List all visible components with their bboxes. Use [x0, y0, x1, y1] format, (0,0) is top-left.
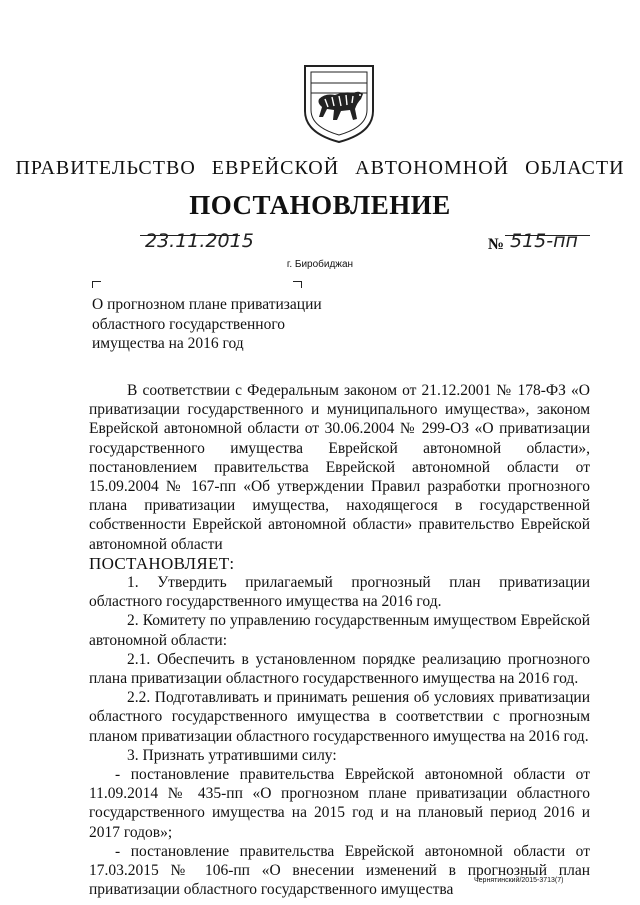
document-date: 23.11.2015 — [145, 230, 254, 252]
date-underline — [140, 235, 240, 236]
subject-line: областного государственного — [92, 315, 286, 333]
number-underline — [505, 235, 590, 236]
subject-line: имущества на 2016 год — [92, 335, 244, 352]
document-body — [89, 381, 590, 899]
clause-2-2: 2.2. Подготавливать и принимать решения об условиях приватизации областного государственного имущества в соответствии с прогнозным планом приватизации областного государственного имущества на 2016 год. — [89, 689, 590, 745]
repealed-item: - постановление правительства Еврейской автономной области от 17.03.2015 № 106-пп «О внесении изменений в прогнозный план приватизации областного государственного имущества — [89, 842, 590, 899]
government-title: ПРАВИТЕЛЬСТВО ЕВРЕЙСКОЙ АВТОНОМНОЙ ОБЛАСТИ — [15, 157, 625, 179]
preamble: В соответствии с Федеральным законом от 21.12.2001 № 178-ФЗ «О приватизации государственного и муниципального имущества», законом Еврейской автономной области от 30.06.2004 № 299-ОЗ «О приватизации государственного имущества Еврейской автономной области», постановлением правительства Еврейской автономной области от 15.09.2004 № 167-пп «Об утверждении Правил разработки прогнозного плана приватизации имущества, находящегося в государственной собственности Еврейской автономной области» правительство Еврейской автономной области — [89, 382, 590, 553]
document-number: 515-пп — [510, 230, 578, 252]
repealed-item: - постановление правительства Еврейской автономной области от 11.09.2014 № 435-пп «О прогнозном плане приватизации областного государственного имущества на 2015 год и на плановый период 2016 и 2017 годов»; — [89, 766, 590, 841]
document-type: ПОСТАНОВЛЕНИЕ — [189, 190, 451, 220]
subject-block — [92, 295, 322, 354]
subject-corner-right — [293, 281, 302, 288]
subject-corner-left — [92, 281, 101, 288]
decree-word: ПОСТАНОВЛЯЕТ: — [89, 553, 235, 573]
city: г. Биробиджан — [286, 259, 354, 270]
number-label: № — [488, 236, 505, 253]
coat-of-arms-tiger-icon — [301, 63, 377, 145]
clause-1: 1. Утвердить прилагаемый прогнозный план приватизации областного государственного имущества на 2016 год. — [89, 574, 590, 611]
clause-2: 2. Комитету по управлению государственным имуществом Еврейской автономной области: — [89, 612, 590, 649]
clause-3: 3. Признать утратившими силу: — [127, 746, 337, 764]
subject-line: О прогнозном плане приватизации — [92, 296, 322, 313]
clause-2-1: 2.1. Обеспечить в установленном порядке реализацию прогнозного плана приватизации областного государственного имущества на 2016 год. — [89, 650, 590, 688]
footer-reference: Чернятинский/2015-3713(7) — [474, 877, 564, 884]
